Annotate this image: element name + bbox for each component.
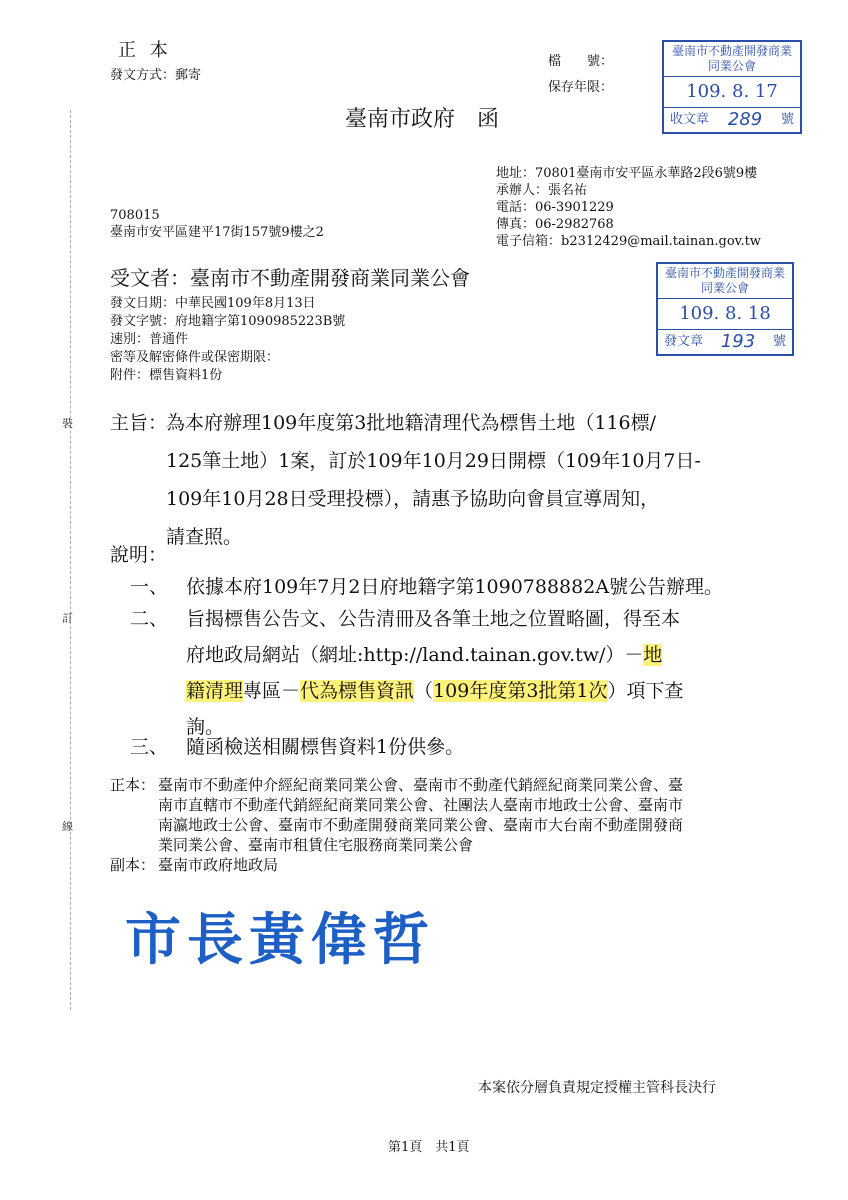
highlighted-text: 地 [643,644,663,666]
subject-line: 為本府辦理109年度第3批地籍清理代為標售土地（116標/ [166,412,657,434]
explanation-item-2 [130,600,680,638]
explanation-item-2-line [186,672,684,710]
secrecy: 密等及解密條件或保密期限： [110,350,280,365]
received-stamp [662,40,802,134]
binding-mark: 線 [62,820,73,833]
distribution-copy-label: 副本： [110,856,156,874]
stamp-org: 臺南市不動產開發商業同業公會 [658,264,792,299]
binding-mark: 訂 [62,612,73,625]
item-text: 旨揭標售公告文、公告清冊及各筆土地之位置略圖，得至本 [186,608,681,630]
highlighted-text: 代為標售資訊 [300,680,415,702]
sent-stamp [656,262,794,356]
item-number: 二、 [130,608,169,630]
distribution-main-line: 業同業公會、臺南市租賃住宅服務商業同業公會 [158,836,474,854]
subject-line: 請查照。 [166,526,243,548]
copy-type: 正 本 [118,40,172,61]
recipient-address: 臺南市安平區建平17街157號9樓之2 [110,225,324,240]
stamp-suffix: 號 [780,112,794,127]
file-no-label: 檔 號： [548,54,614,69]
attachment: 附件：標售資料1份 [110,368,223,383]
recipient-postcode: 708015 [110,208,160,223]
highlighted-text: 籍清理 [186,680,244,702]
sender-email: 電子信箱：b2312429@mail.tainan.gov.tw [496,234,761,249]
stamp-date: 109. 8. 17 [664,77,800,108]
binding-mark: 裝 [62,417,73,430]
item-text: 隨函檢送相關標售資料1份供參。 [186,736,465,758]
explanation-item-2-line [186,636,662,674]
subject-line: 109年10月28日受理投標），請惠予協助向會員宣導周知， [166,488,660,510]
binding-line [70,110,72,1010]
stamp-date: 109. 8. 18 [658,299,792,330]
stamp-label: 發文章 [664,334,704,349]
stamp-suffix: 號 [772,334,786,349]
item-text: （ [414,680,434,702]
distribution-copy: 臺南市政府地政局 [158,856,279,874]
distribution-main-line: 南瀛地政士公會、臺南市不動產開發商業同業公會、臺南市大台南不動產開發商 [158,816,684,834]
item-text: 專區－ [243,680,301,702]
stamp-number: 289 [727,109,763,130]
sender-phone: 電話：06-3901229 [496,200,614,215]
authorization-note: 本案依分層負責規定授權主管科長決行 [478,1080,716,1096]
issue-date: 發文日期：中華民國109年8月13日 [110,296,316,311]
item-text: 府地政局網站（網址:http://land.tainan.gov.tw/）－ [186,644,644,666]
stamp-label: 收文章 [670,112,710,127]
doc-number: 發文字號：府地籍字第1090985223B號 [110,314,346,329]
subject-label: 主旨： [110,412,168,434]
recipient: 受文者：臺南市不動產開發商業同業公會 [110,266,470,290]
distribution-main-line: 南市直轄市不動產代銷經紀商業同業公會、社團法人臺南市地政士公會、臺南市 [158,796,684,814]
item-number: 一、 [130,576,169,598]
stamp-org: 臺南市不動產開發商業同業公會 [664,42,800,77]
document-title: 臺南市政府 函 [345,107,500,132]
item-number: 三、 [130,736,169,758]
sender-address: 地址：70801臺南市安平區永華路2段6號9樓 [496,166,758,181]
distribution-main-label: 正本： [110,776,156,794]
item-text: 依據本府109年7月2日府地籍字第1090788882A號公告辦理。 [186,576,724,598]
page-footer: 第1頁 共1頁 [388,1140,470,1155]
highlighted-text: 109年度第3批第1次 [433,680,608,702]
sender-fax: 傳真：06-2982768 [496,217,614,232]
distribution-main-line: 臺南市不動產仲介經紀商業同業公會、臺南市不動產代銷經紀商業同業公會、臺 [158,776,684,794]
delivery-method: 發文方式：郵寄 [110,68,202,83]
speed: 速別：普通件 [110,332,189,347]
stamp-number: 193 [720,331,756,352]
sender-contact: 承辦人：張名祐 [496,183,588,198]
explanation-item-2-line: 詢。 [186,716,225,738]
mayor-signature: 市長黃偉哲 [125,907,435,973]
subject-line: 125筆土地）1案，訂於109年10月29日開標（109年10月7日- [166,450,701,472]
item-text: ）項下查 [607,680,684,702]
explanation-item-3 [130,728,464,766]
explanation-label: 說明： [110,544,168,566]
retention-label: 保存年限： [548,80,614,95]
